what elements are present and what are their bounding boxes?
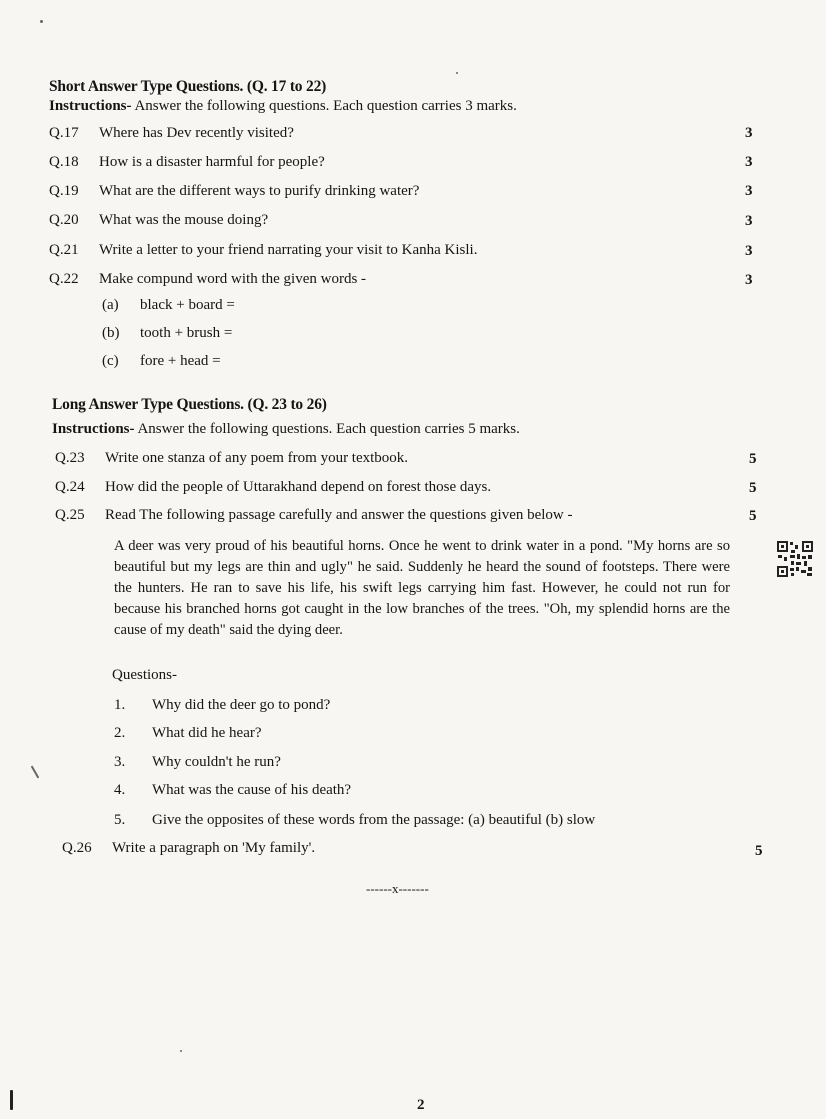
question-text: Write a paragraph on 'My family'. xyxy=(112,840,316,856)
passage-question-number: 1. xyxy=(114,697,126,713)
question-23 xyxy=(55,450,408,467)
question-marks: 3 xyxy=(745,125,753,141)
question-19 xyxy=(49,183,419,200)
subpart-text: black + board = xyxy=(140,297,235,313)
scan-mark xyxy=(10,1090,13,1110)
passage-question-3 xyxy=(114,754,281,771)
subpart-label: (b) xyxy=(102,325,120,341)
passage-question-text: Why couldn't he run? xyxy=(152,754,281,770)
subpart-b xyxy=(102,325,232,342)
question-text: How did the people of Uttarakhand depend on forest those days. xyxy=(105,479,492,495)
question-marks: 3 xyxy=(745,272,753,288)
short-instructions-label: Instructions- xyxy=(49,98,132,114)
scan-speck xyxy=(180,1050,182,1052)
question-text: What are the different ways to purify drinking water? xyxy=(99,183,420,199)
question-text: Make compund word with the given words - xyxy=(99,271,367,287)
subpart-text: fore + head = xyxy=(140,353,221,369)
question-marks: 3 xyxy=(745,213,753,229)
question-number: Q.19 xyxy=(49,183,79,199)
question-marks: 5 xyxy=(749,480,757,496)
question-24 xyxy=(55,479,491,496)
question-number: Q.20 xyxy=(49,212,79,228)
question-number: Q.23 xyxy=(55,450,85,466)
reading-passage: A deer was very proud of his beautiful horns. Once he went to drink water in a pond. "My horns are so beautiful but my legs are thin and ugly" he said. Suddenly he heard the sound of footsteps. There were the hunters. He ran to save his life, his swift legs carrying him fast. However, he could not run for because his branched horns got caught in the low branches of the trees. "Oh, my splendid horns are the cause of my death" said the dying deer. xyxy=(114,538,730,638)
scan-speck xyxy=(456,72,458,74)
question-marks: 5 xyxy=(755,843,763,859)
question-marks: 3 xyxy=(745,154,753,170)
passage-question-2 xyxy=(114,725,262,742)
question-17 xyxy=(49,125,294,142)
passage-question-number: 2. xyxy=(114,725,126,741)
question-number: Q.17 xyxy=(49,125,79,141)
question-text: Read The following passage carefully and answer the questions given below - xyxy=(105,507,573,523)
passage-question-5 xyxy=(114,812,595,829)
question-number: Q.22 xyxy=(49,271,79,287)
question-25 xyxy=(55,507,573,524)
question-number: Q.25 xyxy=(55,507,85,523)
question-text: Where has Dev recently visited? xyxy=(99,125,294,141)
passage-question-number: 5. xyxy=(114,812,126,828)
subpart-text: tooth + brush = xyxy=(140,325,233,341)
question-number: Q.18 xyxy=(49,154,79,170)
subpart-label: (a) xyxy=(102,297,119,313)
long-instructions xyxy=(52,421,520,438)
question-text: Write one stanza of any poem from your textbook. xyxy=(105,450,409,466)
question-marks: 5 xyxy=(749,451,757,467)
subpart-a xyxy=(102,297,235,314)
passage-question-4 xyxy=(114,782,351,799)
question-number: Q.24 xyxy=(55,479,85,495)
passage-question-text: What did he hear? xyxy=(152,725,262,741)
passage-question-number: 4. xyxy=(114,782,126,798)
passage-question-text: What was the cause of his death? xyxy=(152,782,352,798)
question-number: Q.26 xyxy=(62,840,92,856)
question-21 xyxy=(49,242,477,259)
question-26 xyxy=(62,840,315,857)
passage-questions-heading: Questions- xyxy=(112,667,177,683)
subpart-c xyxy=(102,353,221,370)
short-instructions xyxy=(49,98,517,115)
question-20 xyxy=(49,212,268,229)
question-text: How is a disaster harmful for people? xyxy=(99,154,325,170)
question-22 xyxy=(49,271,366,288)
question-text: What was the mouse doing? xyxy=(99,212,269,228)
long-instructions-label: Instructions- xyxy=(52,421,135,437)
long-instructions-text: Answer the following questions. Each question carries 5 marks. xyxy=(134,421,520,437)
passage-question-number: 3. xyxy=(114,754,126,770)
passage-question-text: Why did the deer go to pond? xyxy=(152,697,331,713)
page-number: 2 xyxy=(417,1097,425,1113)
passage-question-1 xyxy=(114,697,330,714)
passage-question-text: Give the opposites of these words from the passage: (a) beautiful (b) slow xyxy=(152,812,596,828)
scan-mark xyxy=(31,765,40,778)
qr-code-icon xyxy=(776,540,814,578)
subpart-label: (c) xyxy=(102,353,119,369)
short-section-heading: Short Answer Type Questions. (Q. 17 to 22) xyxy=(49,78,327,95)
question-number: Q.21 xyxy=(49,242,79,258)
question-marks: 5 xyxy=(749,508,757,524)
question-18 xyxy=(49,154,325,171)
question-marks: 3 xyxy=(745,183,753,199)
end-of-paper-marker: ------x------- xyxy=(366,881,429,896)
short-instructions-text: Answer the following questions. Each question carries 3 marks. xyxy=(131,98,517,114)
scan-speck xyxy=(40,20,43,23)
question-marks: 3 xyxy=(745,243,753,259)
question-text: Write a letter to your friend narrating your visit to Kanha Kisli. xyxy=(99,242,478,258)
long-section-heading: Long Answer Type Questions. (Q. 23 to 26) xyxy=(52,396,327,413)
